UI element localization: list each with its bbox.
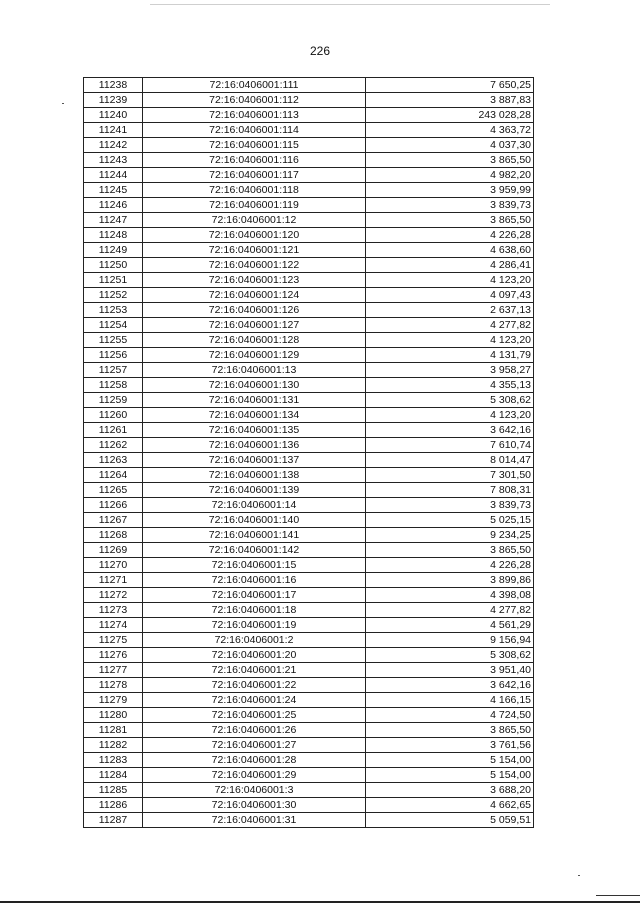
table-row — [84, 468, 534, 483]
table-row — [84, 348, 534, 363]
cadastral-number: 72:16:0406001:122 — [143, 258, 366, 273]
cadastral-value: 4 277,82 — [366, 318, 534, 333]
table-row — [84, 228, 534, 243]
table-row — [84, 498, 534, 513]
table-row — [84, 258, 534, 273]
row-number: 11274 — [84, 618, 143, 633]
cadastral-value: 3 951,40 — [366, 663, 534, 678]
row-number: 11269 — [84, 543, 143, 558]
cadastral-number: 72:16:0406001:127 — [143, 318, 366, 333]
cadastral-number: 72:16:0406001:27 — [143, 738, 366, 753]
cadastral-value: 3 887,83 — [366, 93, 534, 108]
cadastral-number: 72:16:0406001:22 — [143, 678, 366, 693]
cadastral-value: 3 642,16 — [366, 678, 534, 693]
row-number: 11263 — [84, 453, 143, 468]
cadastral-value: 5 059,51 — [366, 813, 534, 828]
cadastral-value: 7 808,31 — [366, 483, 534, 498]
row-number: 11284 — [84, 768, 143, 783]
table-row — [84, 453, 534, 468]
cadastral-value: 3 959,99 — [366, 183, 534, 198]
row-number: 11281 — [84, 723, 143, 738]
table-row — [84, 288, 534, 303]
table-row — [84, 198, 534, 213]
row-number: 11266 — [84, 498, 143, 513]
edge-mark — [596, 895, 640, 896]
cadastral-value: 3 865,50 — [366, 153, 534, 168]
cadastral-value: 5 308,62 — [366, 648, 534, 663]
cadastral-number: 72:16:0406001:2 — [143, 633, 366, 648]
table-row — [84, 543, 534, 558]
cadastral-number: 72:16:0406001:25 — [143, 708, 366, 723]
row-number: 11247 — [84, 213, 143, 228]
cadastral-value: 3 865,50 — [366, 543, 534, 558]
cadastral-number: 72:16:0406001:28 — [143, 753, 366, 768]
cadastral-number: 72:16:0406001:120 — [143, 228, 366, 243]
cadastral-number: 72:16:0406001:30 — [143, 798, 366, 813]
cadastral-value: 4 037,30 — [366, 138, 534, 153]
cadastral-value: 3 761,56 — [366, 738, 534, 753]
cadastral-number: 72:16:0406001:140 — [143, 513, 366, 528]
table-row — [84, 378, 534, 393]
row-number: 11286 — [84, 798, 143, 813]
cadastral-value: 3 688,20 — [366, 783, 534, 798]
cadastral-number: 72:16:0406001:29 — [143, 768, 366, 783]
row-number: 11271 — [84, 573, 143, 588]
cadastral-number: 72:16:0406001:123 — [143, 273, 366, 288]
row-number: 11273 — [84, 603, 143, 618]
cadastral-value: 9 234,25 — [366, 528, 534, 543]
table-row — [84, 78, 534, 93]
cadastral-number: 72:16:0406001:128 — [143, 333, 366, 348]
cadastral-value: 4 982,20 — [366, 168, 534, 183]
cadastral-number: 72:16:0406001:111 — [143, 78, 366, 93]
table-row — [84, 558, 534, 573]
row-number: 11260 — [84, 408, 143, 423]
table-row — [84, 663, 534, 678]
table-row — [84, 483, 534, 498]
cadastral-number: 72:16:0406001:21 — [143, 663, 366, 678]
cadastral-value: 4 662,65 — [366, 798, 534, 813]
row-number: 11249 — [84, 243, 143, 258]
row-number: 11278 — [84, 678, 143, 693]
row-number: 11245 — [84, 183, 143, 198]
table-row — [84, 108, 534, 123]
cadastral-value: 4 226,28 — [366, 558, 534, 573]
table-row — [84, 333, 534, 348]
cadastral-number: 72:16:0406001:31 — [143, 813, 366, 828]
top-rule — [150, 4, 550, 5]
cadastral-value: 4 131,79 — [366, 348, 534, 363]
cadastral-value: 4 363,72 — [366, 123, 534, 138]
cadastral-value: 3 839,73 — [366, 198, 534, 213]
row-number: 11264 — [84, 468, 143, 483]
table-row — [84, 693, 534, 708]
cadastral-number: 72:16:0406001:16 — [143, 573, 366, 588]
table-row — [84, 768, 534, 783]
cadastral-value: 4 123,20 — [366, 333, 534, 348]
table-row — [84, 168, 534, 183]
cadastral-value: 8 014,47 — [366, 453, 534, 468]
table-row — [84, 513, 534, 528]
page-number: 226 — [309, 44, 331, 58]
table-row — [84, 798, 534, 813]
cadastral-number: 72:16:0406001:18 — [143, 603, 366, 618]
cadastral-number: 72:16:0406001:3 — [143, 783, 366, 798]
table-row — [84, 213, 534, 228]
table-row — [84, 318, 534, 333]
table-row — [84, 573, 534, 588]
row-number: 11287 — [84, 813, 143, 828]
cadastral-value: 3 899,86 — [366, 573, 534, 588]
cadastral-number: 72:16:0406001:26 — [143, 723, 366, 738]
row-number: 11250 — [84, 258, 143, 273]
cadastral-number: 72:16:0406001:139 — [143, 483, 366, 498]
table-row — [84, 138, 534, 153]
cadastral-value: 4 355,13 — [366, 378, 534, 393]
table-row — [84, 813, 534, 828]
cadastral-number: 72:16:0406001:15 — [143, 558, 366, 573]
table-row — [84, 753, 534, 768]
cadastral-number: 72:16:0406001:137 — [143, 453, 366, 468]
row-number: 11268 — [84, 528, 143, 543]
row-number: 11270 — [84, 558, 143, 573]
bottom-border-line — [0, 901, 640, 903]
row-number: 11253 — [84, 303, 143, 318]
cadastral-value: 5 154,00 — [366, 768, 534, 783]
row-number: 11280 — [84, 708, 143, 723]
row-number: 11283 — [84, 753, 143, 768]
cadastral-number: 72:16:0406001:115 — [143, 138, 366, 153]
table-row — [84, 723, 534, 738]
cadastral-number: 72:16:0406001:12 — [143, 213, 366, 228]
cadastral-number: 72:16:0406001:124 — [143, 288, 366, 303]
cadastral-value: 3 958,27 — [366, 363, 534, 378]
cadastral-number: 72:16:0406001:116 — [143, 153, 366, 168]
scan-speck — [62, 103, 64, 104]
row-number: 11285 — [84, 783, 143, 798]
table-row — [84, 633, 534, 648]
row-number: 11255 — [84, 333, 143, 348]
table-row — [84, 678, 534, 693]
row-number: 11261 — [84, 423, 143, 438]
cadastral-value: 4 561,29 — [366, 618, 534, 633]
row-number: 11262 — [84, 438, 143, 453]
cadastral-number: 72:16:0406001:118 — [143, 183, 366, 198]
row-number: 11267 — [84, 513, 143, 528]
cadastral-value: 9 156,94 — [366, 633, 534, 648]
row-number: 11252 — [84, 288, 143, 303]
cadastral-value: 4 398,08 — [366, 588, 534, 603]
table-row — [84, 738, 534, 753]
cadastral-number: 72:16:0406001:135 — [143, 423, 366, 438]
cadastral-value: 3 865,50 — [366, 213, 534, 228]
cadastral-value: 3 642,16 — [366, 423, 534, 438]
row-number: 11265 — [84, 483, 143, 498]
cadastral-value: 5 308,62 — [366, 393, 534, 408]
table-row — [84, 588, 534, 603]
cadastral-number: 72:16:0406001:14 — [143, 498, 366, 513]
cadastral-value: 7 610,74 — [366, 438, 534, 453]
table-row — [84, 603, 534, 618]
row-number: 11238 — [84, 78, 143, 93]
row-number: 11272 — [84, 588, 143, 603]
table-row — [84, 528, 534, 543]
table-row — [84, 618, 534, 633]
table-row — [84, 363, 534, 378]
cadastral-number: 72:16:0406001:24 — [143, 693, 366, 708]
row-number: 11248 — [84, 228, 143, 243]
row-number: 11276 — [84, 648, 143, 663]
row-number: 11246 — [84, 198, 143, 213]
table-row — [84, 183, 534, 198]
cadastral-number: 72:16:0406001:129 — [143, 348, 366, 363]
cadastral-number: 72:16:0406001:141 — [143, 528, 366, 543]
cadastral-value: 4 123,20 — [366, 273, 534, 288]
row-number: 11257 — [84, 363, 143, 378]
cadastral-value: 4 286,41 — [366, 258, 534, 273]
cadastral-value: 243 028,28 — [366, 108, 534, 123]
row-number: 11258 — [84, 378, 143, 393]
cadastral-value: 7 301,50 — [366, 468, 534, 483]
cadastral-value: 3 839,73 — [366, 498, 534, 513]
table-row — [84, 708, 534, 723]
cadastral-value: 3 865,50 — [366, 723, 534, 738]
table-row — [84, 243, 534, 258]
cadastral-number: 72:16:0406001:131 — [143, 393, 366, 408]
cadastral-number: 72:16:0406001:126 — [143, 303, 366, 318]
cadastral-number: 72:16:0406001:119 — [143, 198, 366, 213]
cadastral-value-table — [83, 77, 534, 828]
cadastral-number: 72:16:0406001:121 — [143, 243, 366, 258]
cadastral-value: 4 166,15 — [366, 693, 534, 708]
cadastral-value: 5 025,15 — [366, 513, 534, 528]
cadastral-value: 4 277,82 — [366, 603, 534, 618]
row-number: 11254 — [84, 318, 143, 333]
scan-speck — [578, 875, 580, 876]
cadastral-number: 72:16:0406001:130 — [143, 378, 366, 393]
cadastral-number: 72:16:0406001:13 — [143, 363, 366, 378]
row-number: 11241 — [84, 123, 143, 138]
table-row — [84, 438, 534, 453]
row-number: 11251 — [84, 273, 143, 288]
row-number: 11282 — [84, 738, 143, 753]
row-number: 11242 — [84, 138, 143, 153]
cadastral-number: 72:16:0406001:136 — [143, 438, 366, 453]
cadastral-value: 7 650,25 — [366, 78, 534, 93]
cadastral-number: 72:16:0406001:19 — [143, 618, 366, 633]
row-number: 11259 — [84, 393, 143, 408]
row-number: 11279 — [84, 693, 143, 708]
cadastral-number: 72:16:0406001:138 — [143, 468, 366, 483]
cadastral-number: 72:16:0406001:112 — [143, 93, 366, 108]
table-row — [84, 648, 534, 663]
cadastral-number: 72:16:0406001:114 — [143, 123, 366, 138]
row-number: 11256 — [84, 348, 143, 363]
table-body — [84, 78, 534, 828]
cadastral-value: 5 154,00 — [366, 753, 534, 768]
cadastral-value: 4 724,50 — [366, 708, 534, 723]
cadastral-number: 72:16:0406001:134 — [143, 408, 366, 423]
cadastral-value: 4 123,20 — [366, 408, 534, 423]
cadastral-value: 2 637,13 — [366, 303, 534, 318]
table-row — [84, 393, 534, 408]
row-number: 11244 — [84, 168, 143, 183]
row-number: 11277 — [84, 663, 143, 678]
row-number: 11243 — [84, 153, 143, 168]
cadastral-number: 72:16:0406001:113 — [143, 108, 366, 123]
table-row — [84, 303, 534, 318]
cadastral-value: 4 097,43 — [366, 288, 534, 303]
table-row — [84, 93, 534, 108]
table-row — [84, 423, 534, 438]
row-number: 11275 — [84, 633, 143, 648]
cadastral-value: 4 226,28 — [366, 228, 534, 243]
row-number: 11239 — [84, 93, 143, 108]
cadastral-value: 4 638,60 — [366, 243, 534, 258]
cadastral-number: 72:16:0406001:17 — [143, 588, 366, 603]
table-row — [84, 783, 534, 798]
cadastral-number: 72:16:0406001:117 — [143, 168, 366, 183]
cadastral-number: 72:16:0406001:142 — [143, 543, 366, 558]
table-row — [84, 408, 534, 423]
table-row — [84, 273, 534, 288]
row-number: 11240 — [84, 108, 143, 123]
table-row — [84, 153, 534, 168]
table-row — [84, 123, 534, 138]
cadastral-number: 72:16:0406001:20 — [143, 648, 366, 663]
